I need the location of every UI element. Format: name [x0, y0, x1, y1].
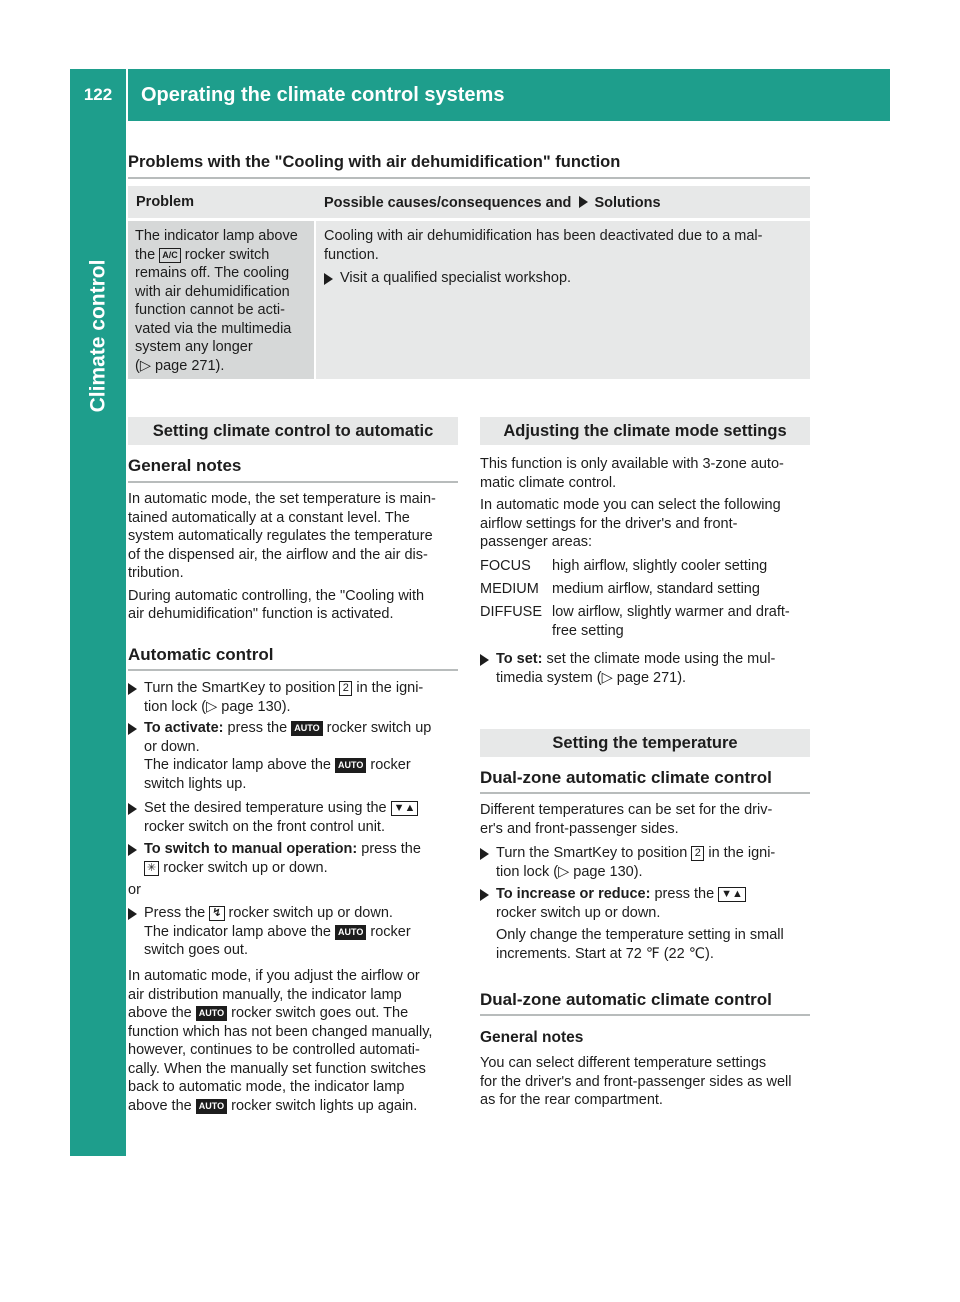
arrow-icon — [128, 803, 137, 815]
temperature-rocker-icon: ▼▲ — [391, 801, 419, 816]
column-problem: Problem — [136, 194, 195, 210]
general-notes-subtitle: General notes — [480, 1029, 584, 1046]
list-item: DIFFUSE low airflow, slightly warmer and draft- free setting — [480, 604, 790, 639]
page-number: 122 — [83, 85, 113, 104]
general-notes-text: In automatic mode, the set temperature is main- tained automatically at a constant level. The system automatically regulates the temperature of the dispensed air, the airflow and the air dis- tribution. During automatic controlling, the "Cooling with air dehumidification" function is activated. — [128, 491, 436, 622]
problems-title: Problems with the "Cooling with air dehumidification" function — [128, 153, 621, 171]
position-2-icon: 2 — [339, 681, 352, 696]
arrow-icon — [128, 723, 137, 735]
automatic-control-title: Automatic control — [128, 645, 274, 664]
step-turn-key-temp: Turn the SmartKey to position 2 in the igni- tion lock (▷ page 130). — [480, 844, 814, 881]
column-solutions — [324, 195, 661, 211]
air-distribution-icon: ↯ — [209, 906, 224, 921]
divider — [128, 177, 810, 179]
dual-zone-text: Different temperatures can be set for the driv- er's and front-passenger sides. — [480, 802, 773, 837]
auto-icon: AUTO — [335, 758, 366, 773]
divider — [128, 481, 458, 483]
step-turn-key: Turn the SmartKey to position 2 in the igni- tion lock (▷ page 130). — [128, 679, 462, 716]
auto-icon: AUTO — [196, 1099, 227, 1114]
solution-step: Visit a qualified specialist workshop. — [324, 269, 571, 288]
divider — [480, 1014, 810, 1016]
arrow-icon — [480, 654, 489, 666]
column-solutions-tail: Solutions — [594, 195, 661, 211]
side-tab-label: Climate control — [86, 259, 110, 413]
header-divider — [126, 69, 128, 121]
dual-zone-title: Dual-zone automatic climate control — [480, 768, 772, 787]
arrow-icon — [128, 844, 137, 856]
side-tab-label-box — [70, 121, 126, 551]
section-band-automatic: Setting climate control to automatic — [128, 417, 458, 445]
arrow-icon — [324, 273, 333, 285]
arrow-icon — [480, 889, 489, 901]
arrow-icon — [480, 848, 489, 860]
step-set-temperature: Set the desired temperature using the ▼▲ rocker switch on the front control unit. — [128, 799, 462, 836]
temperature-rocker-icon: ▼▲ — [718, 887, 746, 902]
fan-icon: ✳ — [144, 861, 159, 876]
list-item: FOCUS high airflow, slightly cooler setting — [480, 558, 768, 574]
page-ref-icon: ▷ — [139, 357, 151, 374]
general-notes-title: General notes — [128, 456, 242, 475]
section-band-climate-mode: Adjusting the climate mode settings — [480, 417, 810, 445]
general-notes-text-right: You can select different temperature settings for the driver's and front-passenger sides as well as for the rear compartment. — [480, 1055, 792, 1108]
section-band-temperature: Setting the temperature — [480, 729, 810, 757]
arrow-icon — [579, 196, 588, 208]
arrow-icon — [128, 908, 137, 920]
arrow-icon — [128, 683, 137, 695]
auto-icon: AUTO — [335, 925, 366, 940]
dual-zone-title-2: Dual-zone automatic climate control — [480, 990, 772, 1009]
step-activate: To activate: press the AUTO rocker switch up or down. The indicator lamp above the AUTO rocker switch lights up. — [128, 719, 462, 793]
column-solutions-label: Possible causes/consequences and — [324, 195, 572, 211]
divider — [128, 669, 458, 671]
position-2-icon: 2 — [691, 846, 704, 861]
list-item: MEDIUM medium airflow, standard setting — [480, 581, 760, 597]
problem-text: The indicator lamp above the A/C rocker switch remains off. The cooling with air dehumidification function cannot be acti- vated via the multimedia system any longer (▷ page 271). — [135, 228, 298, 374]
manual-adjust-text: In automatic mode, if you adjust the airflow or air distribution manually, the indicator lamp above the AUTO rocker switch goes out. The function which has not been changed manually, however, continues to be controlled automati- cally. When the manually set function switches back to automatic mode, the indicator lamp above the AUTO rocker switch lights up again. — [128, 968, 433, 1114]
auto-icon: AUTO — [291, 721, 322, 736]
auto-icon: AUTO — [196, 1006, 227, 1021]
divider — [480, 792, 810, 794]
step-air-distribution: Press the ↯ rocker switch up or down. The indicator lamp above the AUTO rocker switch goes out. — [128, 904, 462, 960]
cause-text: Cooling with air dehumidification has been deactivated due to a mal- function. — [324, 228, 763, 263]
or-text: or — [128, 882, 141, 898]
step-set-mode: To set: set the climate mode using the mul- timedia system (▷ page 271). — [480, 650, 814, 687]
page-title: Operating the climate control systems — [141, 83, 505, 106]
modes-list — [480, 557, 814, 643]
ac-icon: A/C — [159, 248, 181, 263]
step-manual-operation: To switch to manual operation: press the ✳ rocker switch up or down. — [128, 840, 462, 877]
step-increase-reduce: To increase or reduce: press the ▼▲ rocker switch up or down. Only change the temperature setting in small increments. Start at 72 ℉ (22 ℃). — [480, 885, 814, 963]
climate-mode-intro: This function is only available with 3-zone auto- matic climate control. In automatic mode you can select the following airflow settings for the driver's and front- passenger areas: — [480, 456, 784, 550]
